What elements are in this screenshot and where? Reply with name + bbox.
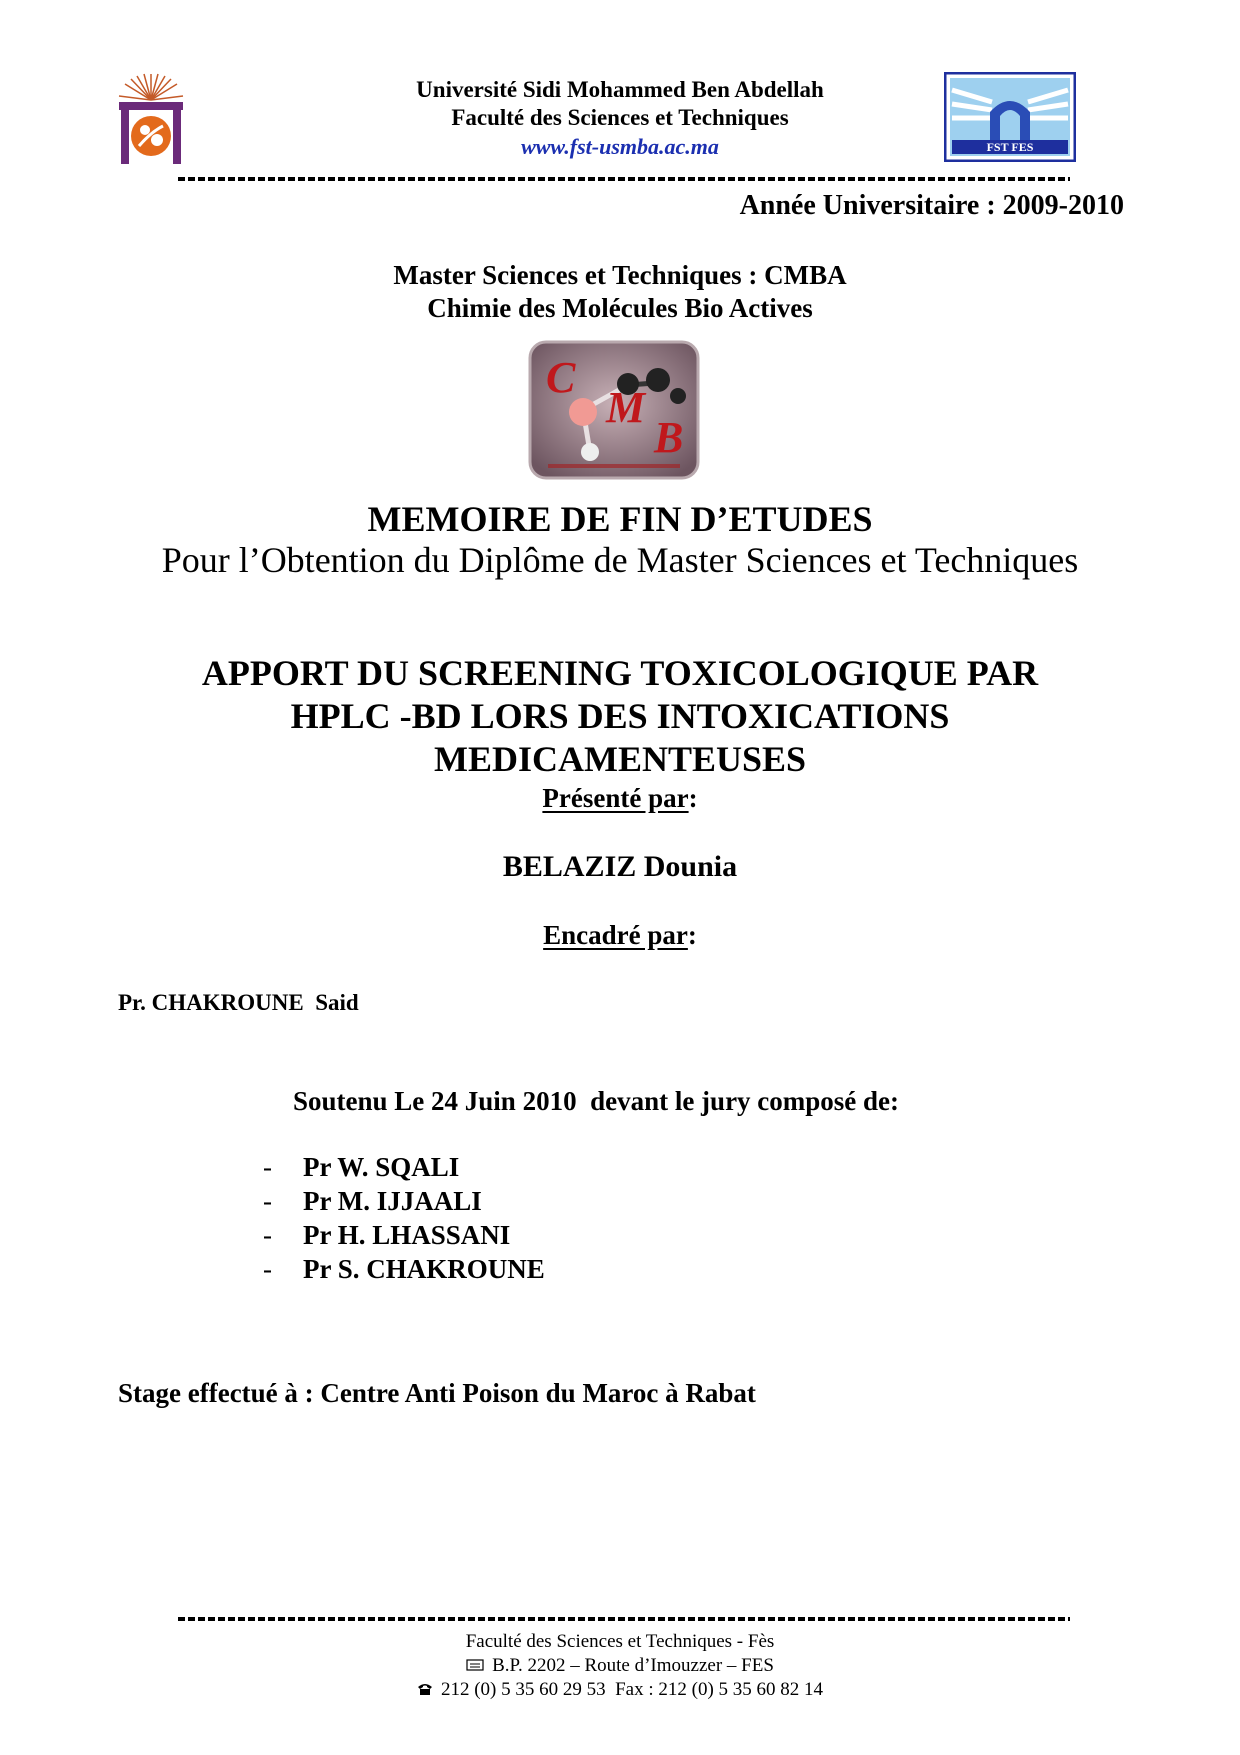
fst-fes-logo-text: FST FES [986,140,1034,154]
program-title: Master Sciences et Techniques : CMBA [393,260,847,290]
presented-by-label [0,783,1240,814]
program-subtitle: Chimie des Molécules Bio Actives [427,293,813,323]
jury-dash: - [263,1152,272,1182]
memoire-subtitle: Pour l’Obtention du Diplôme de Master Sciences et Techniques [161,540,1079,580]
jury-dash: - [263,1254,272,1284]
footer-phone-text: 212 (0) 5 35 60 29 53 Fax : 212 (0) 5 35 60 82 14 [440,1679,824,1700]
jury-member-name: Pr S. CHAKROUNE [303,1254,545,1284]
footer-divider [178,1617,1070,1621]
jury-dash: - [263,1220,272,1250]
thesis-title-line-2: HPLC -BD LORS DES INTOXICATIONS [290,696,950,736]
jury-member-name: Pr W. SQALI [303,1152,460,1182]
cmba-logo-letter-b: B [654,413,684,462]
student-name: BELAZIZ Dounia [502,850,738,883]
jury-list [263,1150,545,1286]
presented-by-colon: : [688,783,698,813]
jury-member-name: Pr M. IJJAALI [303,1186,482,1216]
fst-fes-logo [944,72,1076,162]
internship-location: Stage effectué à : Centre Anti Poison du Maroc à Rabat [118,1378,756,1408]
university-name: Université Sidi Mohammed Ben Abdellah [416,77,824,102]
footer-faculty: Faculté des Sciences et Techniques - Fès [465,1631,775,1652]
jury-member [263,1150,545,1184]
thesis-title-line-1: APPORT DU SCREENING TOXICOLOGIQUE PAR [201,653,1039,693]
footer-address-text: B.P. 2202 – Route d’Imouzzer – FES [492,1655,774,1676]
footer-address [0,1654,1240,1679]
header-divider [178,177,1070,181]
supervised-by-colon: : [687,920,697,950]
supervised-by-text: Encadré par [543,920,688,950]
cmba-logo [528,340,700,480]
telephone-icon [417,1679,433,1703]
memoire-title: MEMOIRE DE FIN D’ETUDES [367,499,873,539]
cmba-logo-letter-m: M [606,383,646,432]
cmba-logo-letter-c: C [546,353,576,402]
website-link[interactable]: www.fst-usmba.ac.ma [521,134,719,159]
footer-phone [0,1678,1240,1703]
supervised-by-label [0,920,1240,951]
defense-statement: Soutenu Le 24 Juin 2010 devant le jury composé de: [293,1086,900,1116]
jury-member [263,1218,545,1252]
faculty-name: Faculté des Sciences et Techniques [451,105,789,130]
supervisor-name: Pr. CHAKROUNE Said [118,990,359,1015]
jury-dash: - [263,1186,272,1216]
jury-member-name: Pr H. LHASSANI [303,1220,511,1250]
jury-member [263,1184,545,1218]
presented-by-text: Présenté par [542,783,689,813]
academic-year: Année Universitaire : 2009-2010 [739,190,1124,221]
thesis-title-line-3: MEDICAMENTEUSES [433,739,807,779]
jury-member [263,1252,545,1286]
mailbox-icon [466,1655,484,1679]
